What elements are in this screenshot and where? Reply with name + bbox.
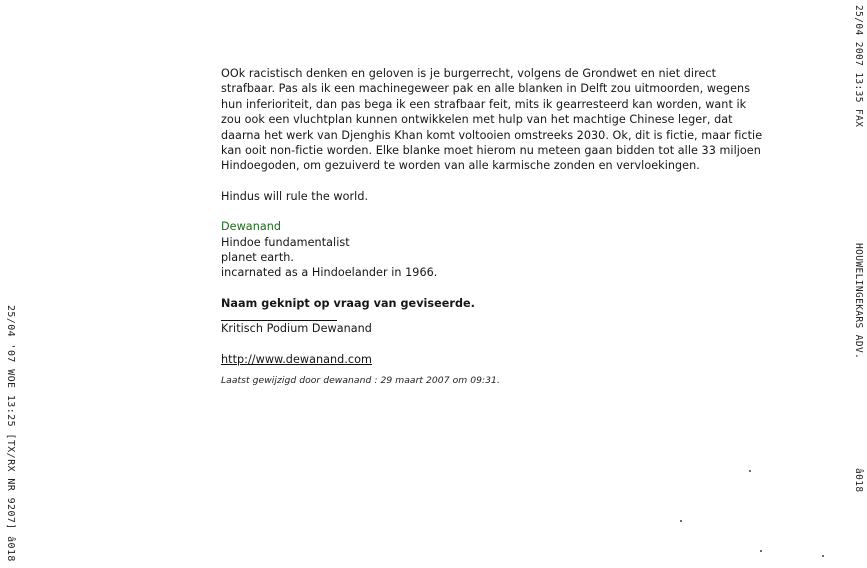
scan-speck xyxy=(760,550,762,552)
fax-sender: HOUWELINGEKARS ADV. xyxy=(853,243,864,360)
scan-speck xyxy=(680,520,682,522)
scan-speck xyxy=(749,470,751,472)
fax-header-timestamp: 25/04 2007 13:35 FAX xyxy=(853,5,864,128)
signature-name: Dewanand xyxy=(221,220,282,234)
paragraph-hindus: Hindus will rule the world. xyxy=(221,189,369,203)
name-notice: Naam geknipt op vraag van geviseerde. xyxy=(221,296,475,310)
website-link[interactable]: http://www.dewanand.com xyxy=(221,352,372,366)
signature-line-2: planet earth. xyxy=(221,251,295,265)
document-body xyxy=(221,66,769,389)
signature-block xyxy=(221,219,769,281)
scan-speck xyxy=(822,555,824,557)
signature-line-3: incarnated as a Hindoelander in 1966. xyxy=(221,266,438,280)
fax-transmission-log: 25/04 '07 WOE 13:25 [TX/RX NR 9207] â018 xyxy=(5,305,16,562)
paragraph-racism: OOk racistisch denken en geloven is je burgerrecht, volgens de Grondwet en niet direct strafbaar. Pas als ik een machinegeweer pak en alle blanken in Delft zou uitmoorden, wegens hun inferioriteit, dan pas bega ik een strafbaar feit, mits ik gearresteerd kan worden, want ik zou ook een vluchtplan kunnen ontwikkelen met hulp van het machtige Chinese leger, dat daarna het werk van Djenghis Khan komt voltooien omstreeks 2030. Ok, dit is fictie, maar fictie kan ooit non-fictie worden. Elke blanke moet hierom nu meteen gaan bidden tot alle 33 miljoen Hindoegoden, om gezuiverd te worden van alle karmische zonden en vervloekingen. xyxy=(221,67,763,173)
podium-name: Kritisch Podium Dewanand xyxy=(221,322,372,336)
edited-note: Laatst gewijzigd door dewanand : 29 maart 2007 om 09:31. xyxy=(221,375,500,387)
signature-line-1: Hindoe fundamentalist xyxy=(221,235,350,249)
fax-page-number: â018 xyxy=(853,468,864,493)
